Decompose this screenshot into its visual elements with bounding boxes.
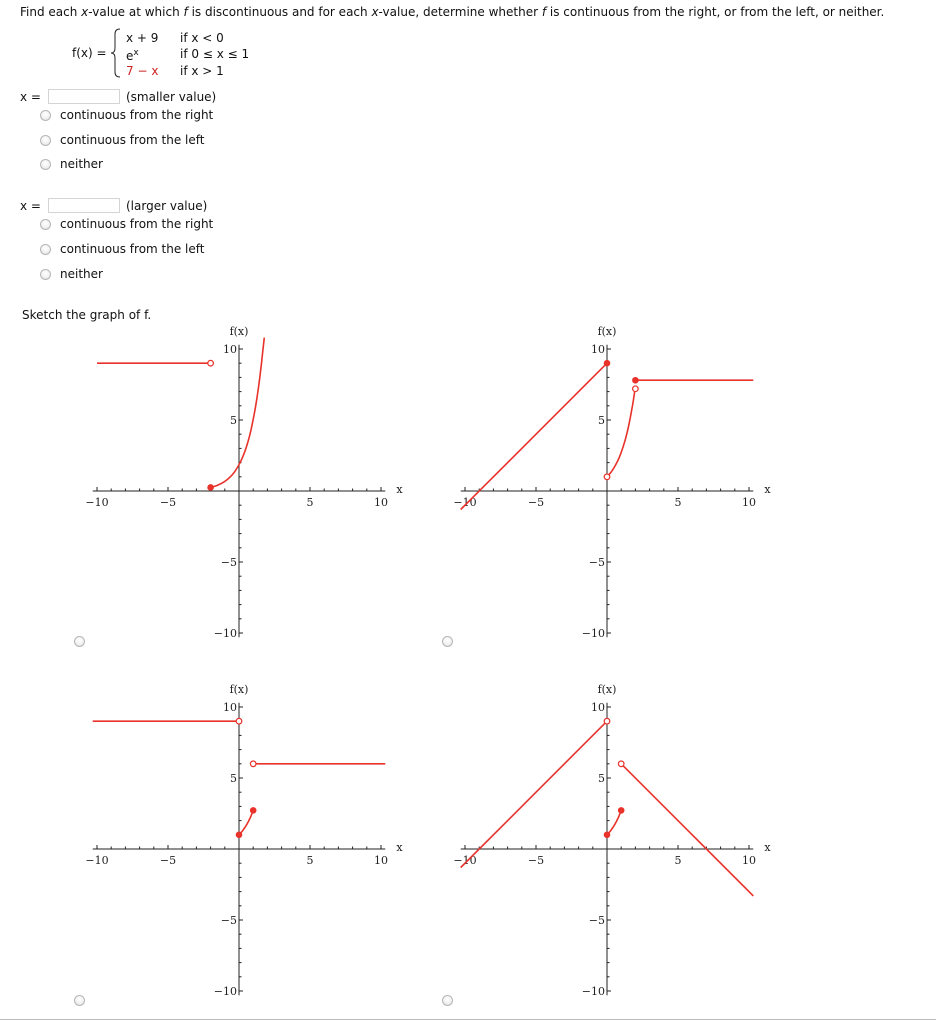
case-1-condition: if x < 0	[180, 31, 224, 45]
y-tick-label: 10	[591, 701, 605, 714]
case-2-condition: if 0 ≤ x ≤ 1	[180, 47, 250, 61]
sketch-prompt: Sketch the graph of f.	[22, 308, 152, 322]
x-tick-label: −10	[453, 496, 477, 509]
y-axis-title: f(x)	[597, 684, 617, 696]
graph-segment	[461, 363, 607, 509]
y-tick-label: −10	[213, 985, 237, 998]
open-endpoint	[633, 386, 639, 392]
closed-endpoint	[604, 832, 610, 838]
y-axis-title: f(x)	[229, 326, 249, 338]
x-tick-label: 5	[674, 496, 682, 509]
case-1-expression: x + 9	[126, 31, 159, 45]
y-tick-label: −10	[213, 627, 237, 640]
y-tick-label: 5	[598, 414, 605, 427]
answer-2-radio-right[interactable]	[40, 219, 51, 230]
graph-segment	[461, 721, 607, 867]
x-tick-label: 5	[306, 496, 314, 509]
closed-endpoint	[604, 360, 610, 366]
answer-2-radio-left[interactable]	[40, 244, 51, 255]
graph-option-d	[442, 684, 772, 1014]
y-tick-label: −5	[220, 914, 237, 927]
y-tick-label: −10	[581, 627, 605, 640]
y-tick-label: 10	[591, 343, 605, 356]
open-endpoint	[236, 718, 242, 724]
x-tick-label: −5	[159, 496, 177, 509]
x-tick-label: −10	[85, 854, 109, 867]
open-endpoint	[618, 761, 624, 767]
graph-option-a	[74, 326, 404, 656]
x-tick-label: −10	[453, 854, 477, 867]
answer-2-option-right[interactable]: continuous from the right	[60, 217, 214, 231]
y-tick-label: −5	[588, 556, 605, 569]
graph-segment	[621, 764, 753, 896]
graph-segment	[239, 810, 253, 834]
open-endpoint	[604, 474, 610, 480]
case-2-expression: $e^x$	[126, 48, 139, 63]
answer-1-hint: (smaller value)	[126, 90, 217, 104]
question-text: Find each x-value at which f is discontinuous and for each x-value, determine whether f is continuous from the right, or from the left, or neither.	[20, 5, 885, 19]
x-tick-label: 10	[374, 854, 388, 867]
x-tick-label: −10	[85, 496, 109, 509]
x-tick-label: −5	[159, 854, 177, 867]
closed-endpoint	[236, 832, 242, 838]
x-tick-label: 5	[306, 854, 314, 867]
closed-endpoint	[208, 485, 214, 491]
closed-endpoint	[633, 377, 639, 383]
closed-endpoint	[250, 808, 256, 814]
x-tick-label: −5	[527, 854, 545, 867]
function-label: f(x) =	[72, 46, 107, 60]
x-tick-label: 10	[742, 854, 756, 867]
answer-1-radio-right[interactable]	[40, 110, 51, 121]
y-tick-label: 10	[223, 343, 237, 356]
x-axis-title: x	[764, 483, 771, 496]
x-tick-label: −5	[527, 496, 545, 509]
open-endpoint	[250, 761, 256, 767]
answer-2-x-label: x =	[20, 199, 41, 213]
case-3-condition: if x > 1	[180, 64, 224, 78]
answer-1-option-neither[interactable]: neither	[60, 157, 103, 171]
case-3-expression: 7 − x	[126, 64, 159, 78]
y-tick-label: 5	[230, 414, 237, 427]
y-tick-label: 5	[598, 772, 605, 785]
answer-1-radio-neither[interactable]	[40, 159, 51, 170]
graph-option-c	[74, 684, 404, 1014]
graph-segment	[607, 386, 635, 477]
answer-1-radio-left[interactable]	[40, 135, 51, 146]
x-axis-title: x	[396, 841, 403, 854]
answer-2-option-left[interactable]: continuous from the left	[60, 242, 205, 256]
y-tick-label: −10	[581, 985, 605, 998]
y-axis-title: f(x)	[229, 684, 249, 696]
answer-1-option-right[interactable]: continuous from the right	[60, 108, 214, 122]
bottom-divider	[0, 1019, 936, 1020]
y-tick-label: −5	[220, 556, 237, 569]
y-tick-label: 5	[230, 772, 237, 785]
y-axis-title: f(x)	[597, 326, 617, 338]
open-endpoint	[208, 360, 214, 366]
x-tick-label: 10	[742, 496, 756, 509]
answer-1-x-label: x =	[20, 90, 41, 104]
answer-2-x-input[interactable]	[48, 198, 120, 213]
answer-2-radio-neither[interactable]	[40, 269, 51, 280]
answer-2-option-neither[interactable]: neither	[60, 267, 103, 281]
graph-option-b	[442, 326, 772, 656]
left-brace	[110, 28, 122, 78]
open-endpoint	[604, 718, 610, 724]
graph-segment	[607, 810, 621, 834]
answer-1-x-input[interactable]	[48, 89, 120, 104]
y-tick-label: −5	[588, 914, 605, 927]
answer-2-hint: (larger value)	[126, 199, 208, 213]
x-tick-label: 10	[374, 496, 388, 509]
answer-1-option-left[interactable]: continuous from the left	[60, 133, 205, 147]
y-tick-label: 10	[223, 701, 237, 714]
x-tick-label: 5	[674, 854, 682, 867]
x-axis-title: x	[396, 483, 403, 496]
graph-segment	[211, 338, 265, 488]
x-axis-title: x	[764, 841, 771, 854]
closed-endpoint	[618, 808, 624, 814]
